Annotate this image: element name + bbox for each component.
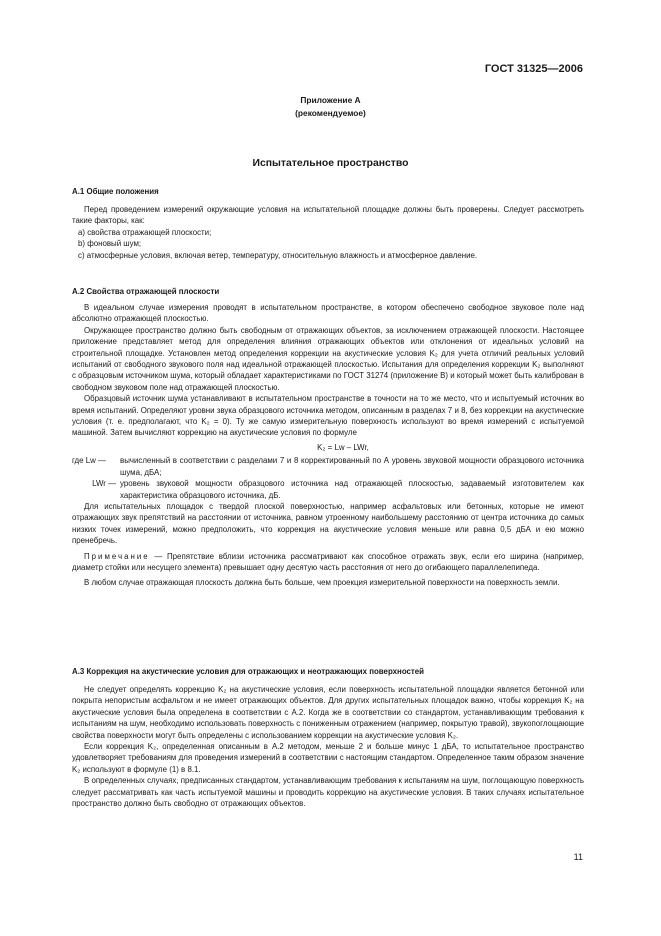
note-label: Примечание xyxy=(84,551,150,561)
section-title: Испытательное пространство xyxy=(252,158,409,169)
appendix-label: Приложение А xyxy=(300,95,361,105)
a1-item-c: с) атмосферные условия, включая ветер, температуру, относительную влажность и атмосферное давление. xyxy=(78,250,478,260)
a1-intro: Перед проведением измерений окружающие условия на испытательной площадке должны быть проверены. Следует рассмотреть такие факторы, как: xyxy=(72,205,584,226)
a1-heading: А.1 Общие положения xyxy=(72,187,159,196)
where-lwr-text: уровень звуковой мощности образцового источника над отражающей плоскостью, задаваемый изготовителем как характеристика образцового источника, дБ. xyxy=(120,479,584,500)
a2-note xyxy=(72,551,584,574)
a2-body xyxy=(72,302,584,589)
where-lwr xyxy=(72,478,584,501)
a2-paragraph-1: В идеальном случае измерения проводят в испытательном пространстве, в котором обеспечено свободное звуковое поле над абсолютно отражающей плоскостью. xyxy=(72,303,584,324)
document-code: ГОСТ 31325—2006 xyxy=(484,63,583,75)
a1-body xyxy=(72,204,584,261)
a2-heading: А.2 Свойства отражающей плоскости xyxy=(72,287,220,296)
where-lw xyxy=(72,455,584,478)
page-number: 11 xyxy=(573,852,583,862)
where-lw-text: вычисленный в соответствии с разделами 7 и 8 корректированный по А уровень звуковой мощности образцового источника шума, дБА; xyxy=(120,456,584,477)
where-lw-symbol: где Lw — xyxy=(72,456,106,466)
a3-heading: А.3 Коррекция на акустические условия для отражающих и неотражающих поверхностей xyxy=(72,667,425,676)
a3-body xyxy=(72,684,584,809)
a3-paragraph-2: Если коррекция K₂, определенная описанным в А.2 методом, меньше 2 и больше минус 1 дБА, то испытательное пространство удовлетворяет требованиям для проведения измерений в соответствии с настоящим стандартом. Определенное таким образом значение K₂ используют в формуле (1) в 8.1. xyxy=(72,742,584,774)
a2-paragraph-2: Окружающее пространство должно быть свободным от отражающих объектов, за исключением отражающей плоскости. Настоящее приложение представляет метод для определения влияния отражающих объектов или отклонения от идеальных условий на строительной площадке. Установлен метод определения коррекции на акустические условия K₂ для учета отличий реальных условий испытаний от свободного звукового поля над идеальной отражающей плоскостью. Испытания для определения коррекции K₂ выполняют с образцовым источником шума, который обладает характеристиками по ГОСТ 31274 (приложение В) и который может быть калиброван в свободном звуковом поле над отражающей плоскостью. xyxy=(72,325,584,392)
a3-paragraph-3: В определенных случаях, предписанных стандартом, устанавливающим требования к испытаниям на шум, поглощающую поверхность следует рассматривать как часть испытуемой машины и проводить коррекцию на акустические условия. В таких случаях испытательное пространство должно быть свободно от отражающих объектов. xyxy=(72,776,584,809)
a2-paragraph-4: Для испытательных площадок с твердой плоской поверхностью, например асфальтовых или бетонных, которые не имеют отражающих звук препятствий на расстоянии от источника, равном утроенному наибольшему расстоянию от центра источника до самых низких точек измерений, можно предположить, что коррекция на акустические условия меньше или равна 0,5 дБА и ею можно пренебречь. xyxy=(72,501,584,546)
a2-paragraph-3: Образцовый источник шума устанавливают в испытательном пространстве в точности на то же место, что и испытуемый источник во время испытаний. Определяют уровни звука образцового источника методом, описанным в разделах 7 и 8, без коррекции на акустические условия (т. е. предполагают, что K₂ = 0). Ту же самую измерительную поверхность используют во время измерений с испытуемой машиной. Затем вычисляют коррекцию на акустические условия по формуле xyxy=(72,394,584,438)
a1-item-b: b) фоновый шум; xyxy=(78,239,142,249)
a1-item-a: а) свойства отражающей плоскости; xyxy=(78,227,212,237)
a2-paragraph-5: В любом случае отражающая плоскость должна быть больше, чем проекция измерительной поверхности на поверхность земли. xyxy=(84,578,560,588)
where-lwr-symbol: LWr — xyxy=(92,479,116,489)
appendix-status: (рекомендуемое) xyxy=(295,108,366,118)
a3-paragraph-1: Не следует определять коррекцию K₂ на акустические условия, если поверхность испытательной площадки является бетонной или покрыта непористым асфальтом и не имеет отражающих объектов. Для других испытательных площадок важно, чтобы коррекция K₂ на акустические условия была определена в соответствии с А.2. Когда же в соответствии со стандартом, устанавливающим требования к испытаниям на шум, необходимо использовать поверхность с пониженным отражением (например, покрытую травой), звукопоглощающие свойства поверхности могут быть определены с использованием коррекции на акустические условия K₂. xyxy=(72,685,584,740)
note-text: — Препятствие вблизи источника рассматривают как способное отражать звук, если его ширина (например, диаметр стойки или несущего элемента) превышает одну десятую часть расстояния от него до огибающего параллелепипеда. xyxy=(72,551,584,572)
formula-k2: K₂ = Lw – LWr, xyxy=(317,442,369,452)
